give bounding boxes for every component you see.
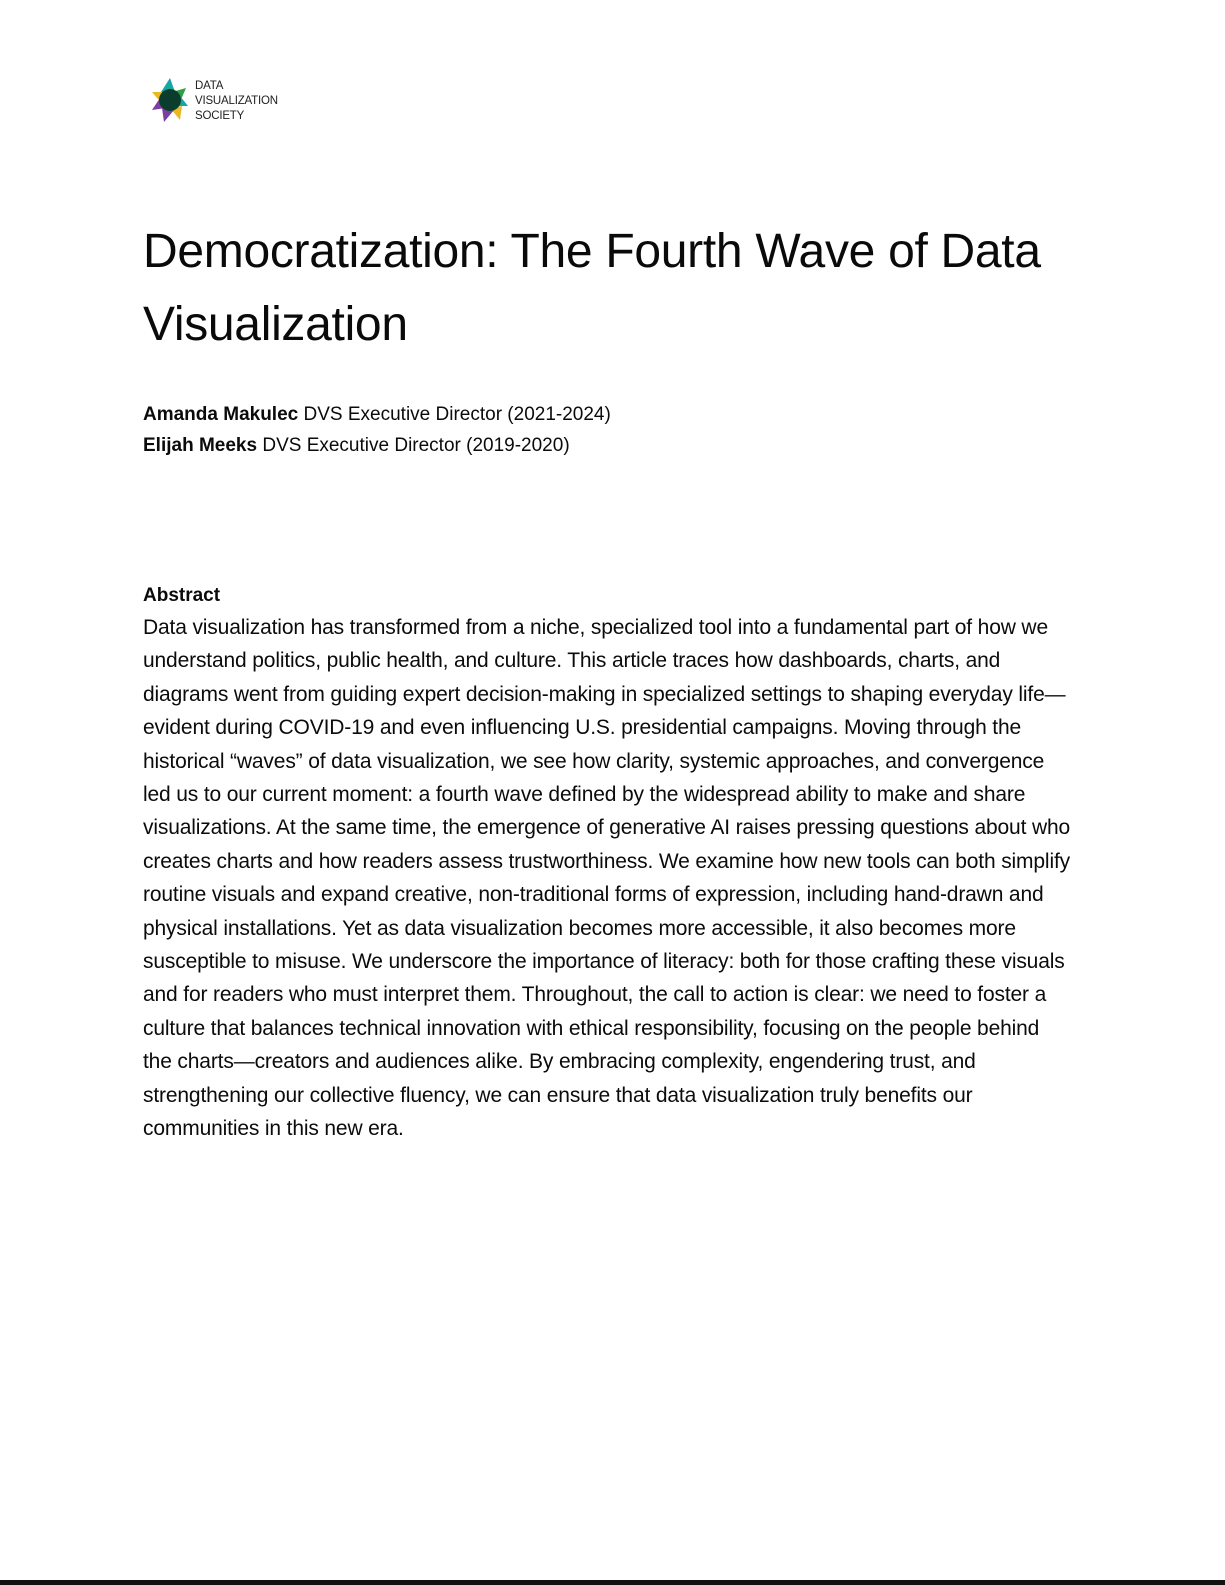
author-list bbox=[143, 399, 1043, 461]
dvs-star-logo-icon bbox=[150, 76, 190, 124]
logo-wordmark bbox=[195, 79, 278, 124]
logo-line-1: DATA bbox=[195, 80, 224, 92]
author-role: DVS Executive Director (2019-2020) bbox=[262, 435, 570, 456]
dvs-logo bbox=[150, 76, 290, 126]
author-name: Amanda Makulec bbox=[143, 404, 299, 425]
author-line bbox=[143, 430, 1043, 461]
abstract-heading: Abstract bbox=[143, 585, 221, 606]
logo-line-2: VISUALIZATION bbox=[195, 95, 278, 107]
page-bottom-rule bbox=[0, 1580, 1225, 1585]
article-title: Democratization: The Fourth Wave of Data Visualization bbox=[143, 225, 1041, 351]
author-name: Elijah Meeks bbox=[143, 435, 258, 456]
author-role: DVS Executive Director (2021-2024) bbox=[303, 404, 611, 425]
abstract-body: Data visualization has transformed from a niche, specialized tool into a fundamental part of how we understand politics, public health, and culture. This article traces how dashboards, charts, and diagrams went from guiding expert decision-making in specialized settings to shaping everyday life—evident during COVID-19 and even influencing U.S. presidential campaigns. Moving through the historical “waves” of data visualization, we see how clarity, systemic approaches, and convergence led us to our current moment: a fourth wave defined by the widespread ability to make and share visualizations. At the same time, the emergence of generative AI raises pressing questions about who creates charts and how readers assess trustworthiness. We examine how new tools can both simplify routine visuals and expand creative, non-traditional forms of expression, including hand-drawn and physical installations. Yet as data visualization becomes more accessible, it also becomes more susceptible to misuse. We underscore the importance of literacy: both for those crafting these visuals and for readers who must interpret them. Throughout, the call to action is clear: we need to foster a culture that balances technical innovation with ethical responsibility, focusing on the people behind the charts—creators and audiences alike. By embracing complexity, engendering trust, and strengthening our collective fluency, we can ensure that data visualization truly benefits our communities in this new era. bbox=[143, 616, 1071, 1141]
logo-line-3: SOCIETY bbox=[195, 110, 245, 122]
author-line bbox=[143, 399, 1043, 430]
